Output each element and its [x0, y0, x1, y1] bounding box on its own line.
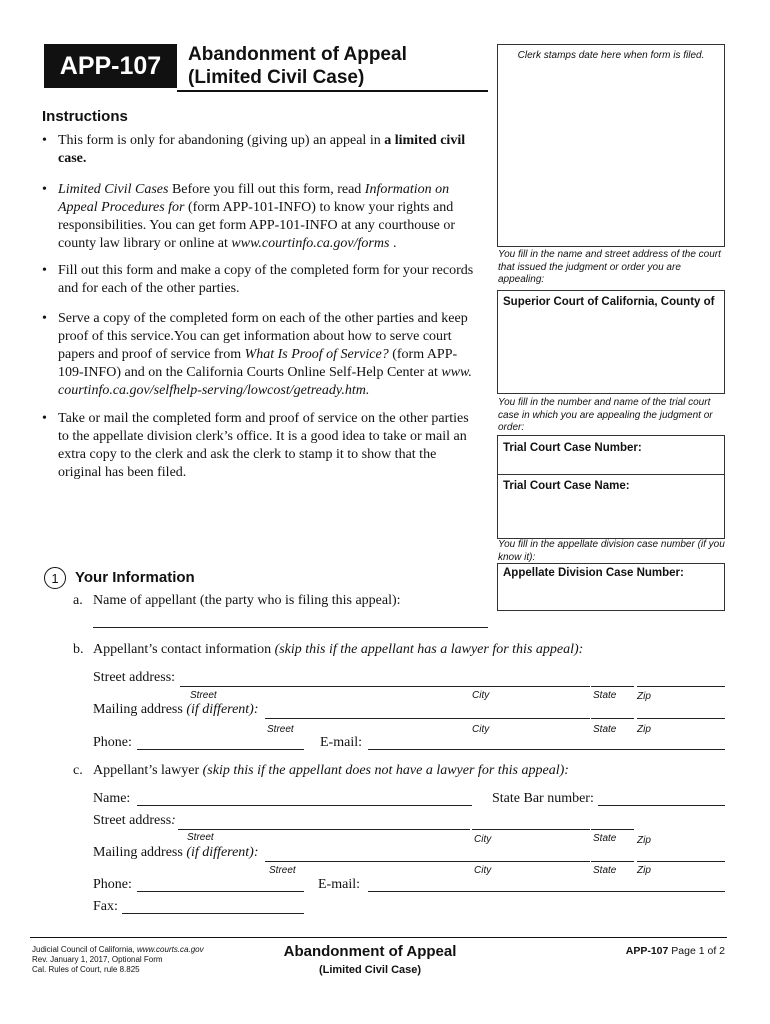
bullet-marker: •: [42, 411, 47, 426]
sub-state: State: [593, 865, 617, 876]
street-address-line[interactable]: [180, 686, 590, 687]
bullet-5-text: Take or mail the completed form and proof of service on the other parties to the appellate division clerk’s office. It is a good idea to take or mail an extra copy to the clerk and ask the clerk to stamp it to show that the original has been filed.: [58, 411, 469, 480]
bullet-2-text-1: Before you fill out this form, read: [168, 182, 365, 197]
header-rule: [177, 90, 488, 92]
clerk-stamp-box[interactable]: [497, 44, 725, 247]
form-number-badge: APP-107: [44, 44, 177, 88]
mailing-state-line[interactable]: [591, 718, 634, 719]
footer-subtitle: (Limited Civil Case): [318, 964, 422, 976]
bullet-2-italic-2: Information on Appeal Procedures for: [58, 182, 450, 215]
state-bar-line[interactable]: [598, 805, 725, 806]
bullet-1-text: This form is only for abandoning (giving up) an appeal in: [58, 133, 385, 148]
footer-form-number: APP-107: [625, 945, 669, 957]
lawyer-city-line[interactable]: [472, 829, 590, 830]
mailing-address-label: [93, 702, 259, 718]
sub-zip: Zip: [637, 724, 651, 735]
appellant-name-line[interactable]: [93, 627, 488, 628]
sub-street: Street: [269, 865, 296, 876]
fax-line[interactable]: [122, 913, 304, 914]
phone-label: Phone:: [93, 735, 132, 750]
instruction-bullet-2: [42, 181, 482, 253]
email-label: E-mail:: [320, 735, 362, 750]
lawyer-phone-line[interactable]: [137, 891, 304, 892]
sub-state: State: [593, 833, 617, 844]
footer-rule: [30, 937, 727, 938]
item-c-letter: c.: [73, 763, 83, 778]
bullet-2-text-3: .: [389, 236, 397, 251]
item-c-label: [93, 763, 569, 779]
street-zip-line[interactable]: [637, 686, 725, 687]
bullet-4-text-2: (form APP-109-INFO) and on the California Courts Online Self-Help Center at: [58, 347, 458, 380]
street-address-label: Street address:: [93, 670, 176, 685]
lawyer-street-colon: :: [171, 813, 176, 828]
lawyer-street-label: [93, 813, 176, 829]
sub-zip: Zip: [637, 865, 651, 876]
sub-state: State: [593, 690, 617, 701]
mailing-zip-line[interactable]: [637, 718, 725, 719]
item-b-text: Appellant’s contact information: [93, 642, 275, 657]
state-bar-label: State Bar number:: [492, 791, 594, 806]
footer-title: Abandonment of Appeal: [283, 943, 457, 960]
sub-street: Street: [190, 690, 217, 701]
trial-box-divider: [498, 474, 724, 475]
email-line[interactable]: [368, 749, 725, 750]
bullet-2-italic-1: Limited Civil Cases: [58, 182, 169, 197]
lawyer-street-line[interactable]: [178, 829, 470, 830]
bullet-marker: •: [42, 133, 47, 148]
section-heading: Your Information: [75, 569, 195, 586]
lawyer-state-line[interactable]: [591, 829, 634, 830]
footer-page-info: [560, 945, 725, 957]
bullet-1-bold: a limited civil case.: [58, 133, 466, 166]
sub-city: City: [474, 834, 492, 845]
bullet-4-italic: What Is Proof of Service?: [244, 347, 389, 362]
item-a-label: Name of appellant (the party who is filing this appeal):: [93, 593, 401, 608]
footer-website-link[interactable]: www.courts.ca.gov: [136, 945, 204, 954]
sub-zip: Zip: [637, 691, 651, 702]
instructions-heading: Instructions: [42, 108, 128, 125]
footer-line-1: Judicial Council of California,: [32, 945, 137, 954]
item-b-letter: b.: [73, 642, 84, 657]
lawyer-name-label: Name:: [93, 791, 131, 806]
bullet-marker: •: [42, 263, 47, 278]
court-box[interactable]: [497, 290, 725, 394]
sub-street: Street: [267, 724, 294, 735]
footer-page-number: Page 1 of 2: [668, 945, 725, 957]
court-label: Superior Court of California, County of: [503, 296, 715, 308]
bullet-4-link[interactable]: www. courtinfo.ca.gov/selfhelp-serving/lowcost/getready.htm.: [58, 365, 472, 398]
footer-line-2: Rev. January 1, 2017, Optional Form: [32, 955, 163, 964]
street-state-line[interactable]: [591, 686, 634, 687]
lawyer-street-text: Street address: [93, 813, 172, 828]
lawyer-email-label: E-mail:: [318, 877, 360, 892]
mailing-address-italic: (if different):: [186, 702, 259, 717]
sub-city: City: [472, 724, 490, 735]
mailing-address-line[interactable]: [265, 718, 590, 719]
lawyer-mailing-text: Mailing address: [93, 845, 187, 860]
trial-note: You fill in the number and name of the trial court case in which you are appealing the judgment or order:: [498, 397, 713, 433]
trial-case-number-label: Trial Court Case Number:: [503, 442, 642, 454]
item-b-label: [93, 642, 583, 658]
trial-case-name-label: Trial Court Case Name:: [503, 480, 630, 492]
lawyer-phone-label: Phone:: [93, 877, 132, 892]
mailing-address-text: Mailing address: [93, 702, 187, 717]
item-c-italic: (skip this if the appellant does not have a lawyer for this appeal):: [202, 763, 569, 778]
item-a-letter: a.: [73, 593, 83, 608]
lawyer-mailing-line[interactable]: [265, 861, 590, 862]
bullet-marker: •: [42, 182, 47, 197]
sub-state: State: [593, 724, 617, 735]
form-title: Abandonment of Appeal: [188, 44, 407, 65]
section-number-circle: 1: [44, 567, 66, 589]
phone-line[interactable]: [137, 749, 304, 750]
lawyer-mailing-state-line[interactable]: [591, 861, 634, 862]
fax-label: Fax:: [93, 899, 118, 914]
trial-case-box[interactable]: [497, 435, 725, 539]
footer-line-3: Cal. Rules of Court, rule 8.825: [32, 965, 140, 974]
lawyer-mailing-label: [93, 845, 259, 861]
sub-street: Street: [187, 832, 214, 843]
instruction-bullet-1: [42, 132, 482, 168]
bullet-4-text-1: Serve a copy of the completed form on each of the other parties and keep proof of this service.You can get information about how to serve court papers and proof of service from: [58, 311, 468, 362]
bullet-2-text-2: (form APP-101-INFO) to know your rights and responsibilities. You can get form APP-101-INFO at any courthouse or county law library or online at: [58, 200, 456, 251]
instruction-bullet-5: [42, 410, 482, 482]
lawyer-mailing-zip-line[interactable]: [637, 861, 725, 862]
appellate-note: You fill in the appellate division case number (if you know it):: [498, 539, 725, 563]
bullet-marker: •: [42, 311, 47, 326]
appellate-case-box[interactable]: [497, 563, 725, 611]
court-note: You fill in the name and street address of the court that issued the judgment or order you are appealing:: [498, 249, 721, 285]
sub-zip: Zip: [637, 835, 651, 846]
clerk-stamp-note: Clerk stamps date here when form is filed.: [517, 50, 705, 61]
instruction-bullet-3: [42, 262, 482, 298]
bullet-2-link[interactable]: www.courtinfo.ca.gov/forms: [231, 236, 390, 251]
item-b-italic: (skip this if the appellant has a lawyer for this appeal):: [274, 642, 584, 657]
sub-city: City: [474, 865, 492, 876]
lawyer-name-line[interactable]: [137, 805, 472, 806]
instruction-bullet-4: [42, 310, 482, 400]
footer-left: [32, 945, 204, 975]
lawyer-mailing-italic: (if different):: [186, 845, 259, 860]
form-subtitle: (Limited Civil Case): [188, 67, 365, 88]
bullet-3-text: Fill out this form and make a copy of the completed form for your records and for each of the other parties.: [58, 263, 474, 296]
sub-city: City: [472, 690, 490, 701]
item-c-text: Appellant’s lawyer: [93, 763, 203, 778]
appellate-case-number-label: Appellate Division Case Number:: [503, 567, 684, 579]
lawyer-email-line[interactable]: [368, 891, 725, 892]
